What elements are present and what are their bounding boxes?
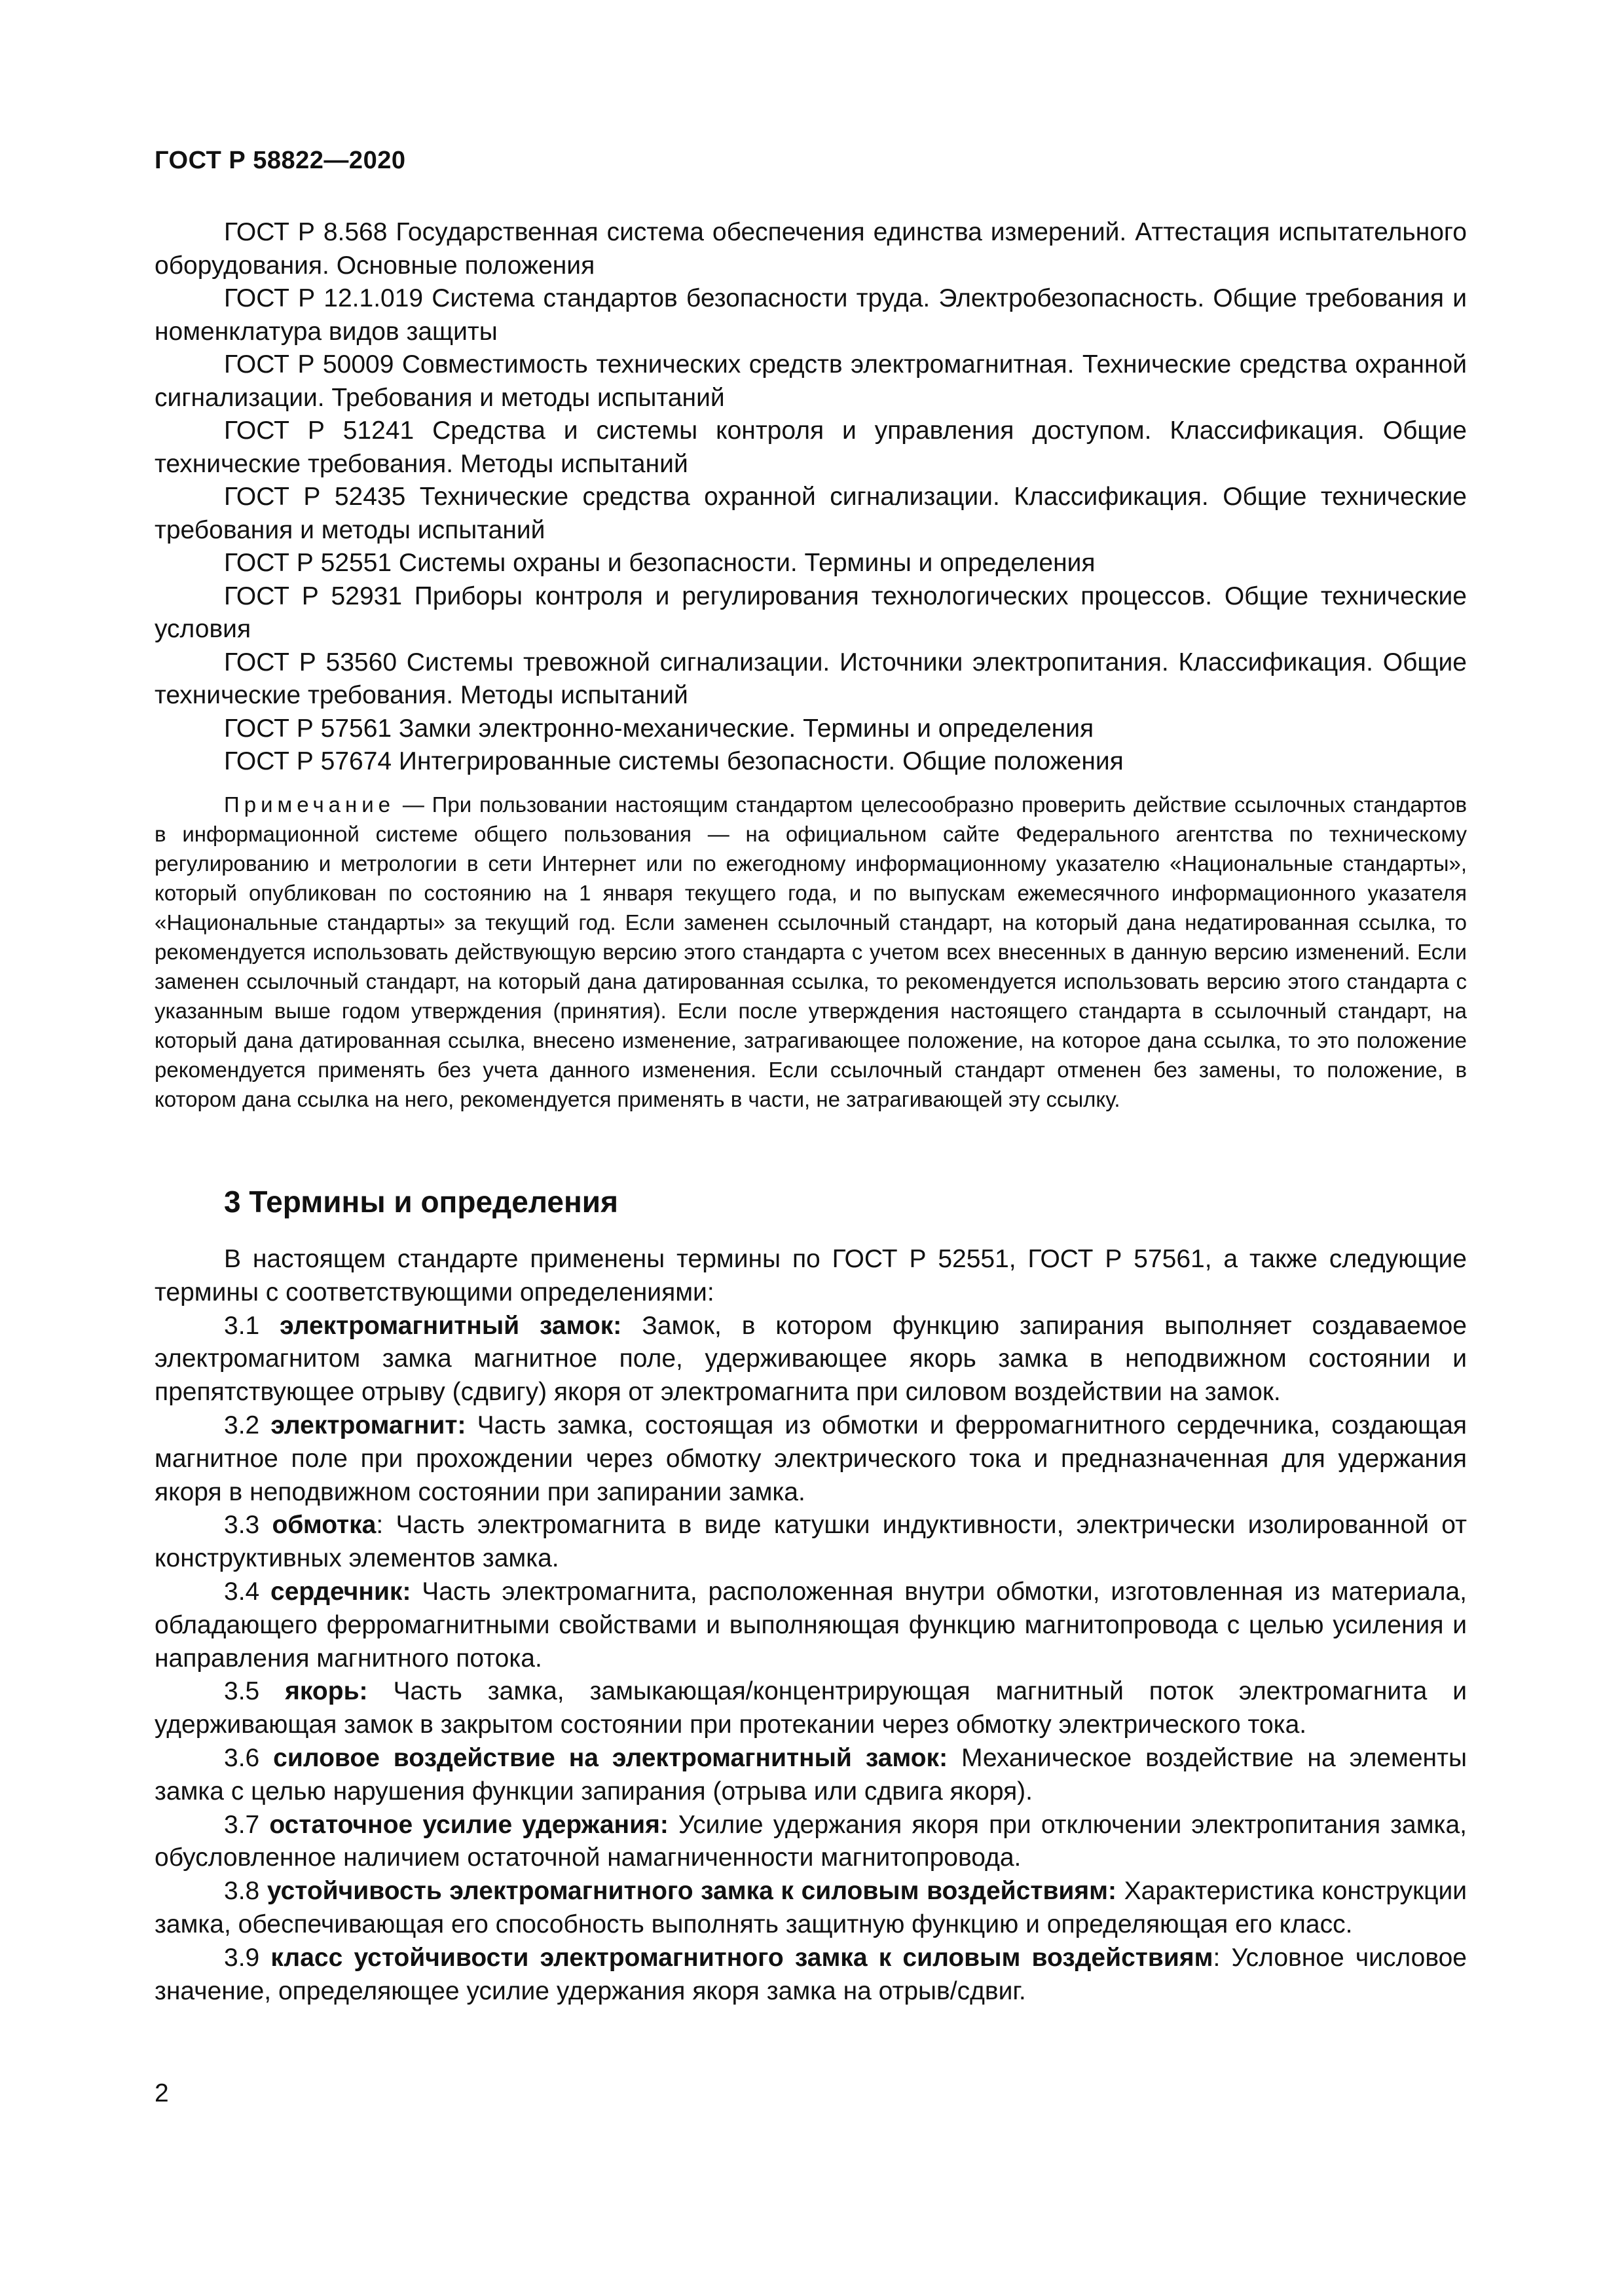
reference-item: ГОСТ Р 52931 Приборы контроля и регулирования технологических процессов. Общие технические условия — [155, 582, 1467, 643]
term-number: 3.3 — [224, 1511, 260, 1540]
term-name: электромагнитный замок: — [280, 1311, 622, 1340]
term-entry — [155, 1409, 1467, 1509]
term-definition: : Часть электромагнита в виде катушки индуктивности, электрически изолированной от конструктивных элементов замка. — [155, 1511, 1467, 1573]
term-name: силовое воздействие на электромагнитный замок: — [273, 1743, 948, 1772]
term-definition: : Условное числовое значение, определяющее усилие удержания якоря замка на отрыв/сдвиг. — [155, 1943, 1467, 2005]
term-number: 3.9 — [224, 1943, 260, 1972]
note-paragraph — [155, 790, 1467, 1114]
note-label: Примечание — [224, 792, 396, 817]
term-number: 3.1 — [224, 1311, 260, 1340]
section-intro: В настоящем стандарте применены термины по ГОСТ Р 52551, ГОСТ Р 57561, а также следующие термины с соответствующими определениями: — [155, 1245, 1467, 1306]
reference-item: ГОСТ Р 57561 Замки электронно-механические. Термины и определения — [224, 714, 1094, 743]
reference-item: ГОСТ Р 52435 Технические средства охранной сигнализации. Классификация. Общие технические требования и методы испытаний — [155, 483, 1467, 544]
term-definition: Усилие удержания якоря при отключении электропитания замка, обусловленное наличием остаточной намагниченности магнитопровода. — [155, 1810, 1467, 1872]
reference-item: ГОСТ Р 51241 Средства и системы контроля и управления доступом. Классификация. Общие технические требования. Методы испытаний — [155, 417, 1467, 478]
reference-item: ГОСТ Р 57674 Интегрированные системы безопасности. Общие положения — [224, 747, 1124, 775]
document-header: ГОСТ Р 58822—2020 — [155, 147, 406, 174]
term-number: 3.7 — [224, 1810, 260, 1839]
term-number: 3.6 — [224, 1743, 260, 1772]
term-entry — [155, 1675, 1467, 1742]
term-name: устойчивость электромагнитного замка к силовым воздействиям: — [267, 1877, 1116, 1906]
term-entry — [155, 1509, 1467, 1576]
term-entry — [155, 1809, 1467, 1876]
term-number: 3.4 — [224, 1577, 260, 1606]
term-number: 3.2 — [224, 1411, 260, 1439]
term-name: обмотка — [272, 1511, 377, 1540]
term-name: класс устойчивости электромагнитного замка к силовым воздействиям — [270, 1943, 1213, 1972]
term-entry — [155, 1310, 1467, 1409]
term-definition: Характеристика конструкции замка, обеспечивающая его способность выполнять защитную функцию и определяющая его класс. — [155, 1877, 1467, 1938]
section-title: 3 Термины и определения — [224, 1185, 618, 1219]
reference-item: ГОСТ Р 8.568 Государственная система обеспечения единства измерений. Аттестация испытательного оборудования. Основные положения — [155, 218, 1467, 280]
reference-item: ГОСТ Р 53560 Системы тревожной сигнализации. Источники электропитания. Классификация. Общие технические требования. Методы испытаний — [155, 648, 1467, 709]
note-text: — При пользовании настоящим стандартом целесообразно проверить действие ссылочных стандартов в информационной системе общего пользования — на официальном сайте Федерального агентства по техническому регулированию и метрологии в сети Интернет или по ежегодному информационному указателю «Национальные стандарты», который опубликован по состоянию на 1 января текущего года, и по выпускам ежемесячного информационного указателя «Национальные стандарты» за текущий год. Если заменен ссылочный стандарт, на который дана недатированная ссылка, то рекомендуется использовать действующую версию этого стандарта с учетом всех внесенных в данную версию изменений. Если заменен ссылочный стандарт, на который дана датированная ссылка, то рекомендуется использовать версию этого стандарта с указанным выше годом утверждения (принятия). Если после утверждения настоящего стандарта в ссылочный стандарт, на который дана датированная ссылка, внесено изменение, затрагивающее положение, на которое дана ссылка, то это положение рекомендуется применять без учета данного изменения. Если ссылочный стандарт отменен без замены, то положение, в котором дана ссылка на него, рекомендуется применять в части, не затрагивающей эту ссылку. — [155, 792, 1467, 1111]
term-name: остаточное усилие удержания: — [269, 1810, 669, 1839]
term-definition: Часть электромагнита, расположенная внутри обмотки, изготовленная из материала, обладающего ферромагнитными свойствами и выполняющая функцию магнитопровода с целью усиления и направления магнитного потока. — [155, 1577, 1467, 1673]
term-entry — [155, 1576, 1467, 1675]
term-number: 3.8 — [224, 1877, 260, 1906]
term-name: сердечник: — [270, 1577, 411, 1606]
page-number: 2 — [155, 2079, 169, 2107]
term-entry — [155, 1942, 1467, 2009]
term-definition: Часть замка, замыкающая/концентрирующая магнитный поток электромагнита и удерживающая замок в закрытом состоянии при протекании через обмотку электрического тока. — [155, 1677, 1467, 1739]
reference-item: ГОСТ Р 52551 Системы охраны и безопасности. Термины и определения — [224, 549, 1096, 577]
term-definition: Замок, в котором функцию запирания выполняет создаваемое электромагнитом замка магнитное поле, удерживающее якорь замка в неподвижном состоянии и препятствующее отрыву (сдвигу) якоря от электромагнита при силовом воздействии на замок. — [155, 1311, 1467, 1407]
term-number: 3.5 — [224, 1677, 260, 1706]
references-list — [155, 216, 1467, 779]
term-entry — [155, 1875, 1467, 1942]
term-definition: Часть замка, состоящая из обмотки и ферромагнитного сердечника, создающая магнитное поле при прохождении через обмотку электрического тока и предназначенная для удержания якоря в неподвижном состоянии при запирании замка. — [155, 1411, 1467, 1506]
reference-item: ГОСТ Р 12.1.019 Система стандартов безопасности труда. Электробезопасность. Общие требования и номенклатура видов защиты — [155, 284, 1467, 346]
term-name: электромагнит: — [270, 1411, 466, 1439]
term-definition: Механическое воздействие на элементы замка с целью нарушения функции запирания (отрыва или сдвига якоря). — [155, 1743, 1467, 1805]
terms-list — [155, 1243, 1467, 2008]
term-entry — [155, 1742, 1467, 1809]
term-name: якорь: — [285, 1677, 368, 1706]
reference-item: ГОСТ Р 50009 Совместимость технических средств электромагнитная. Технические средства охранной сигнализации. Требования и методы испытаний — [155, 350, 1467, 412]
